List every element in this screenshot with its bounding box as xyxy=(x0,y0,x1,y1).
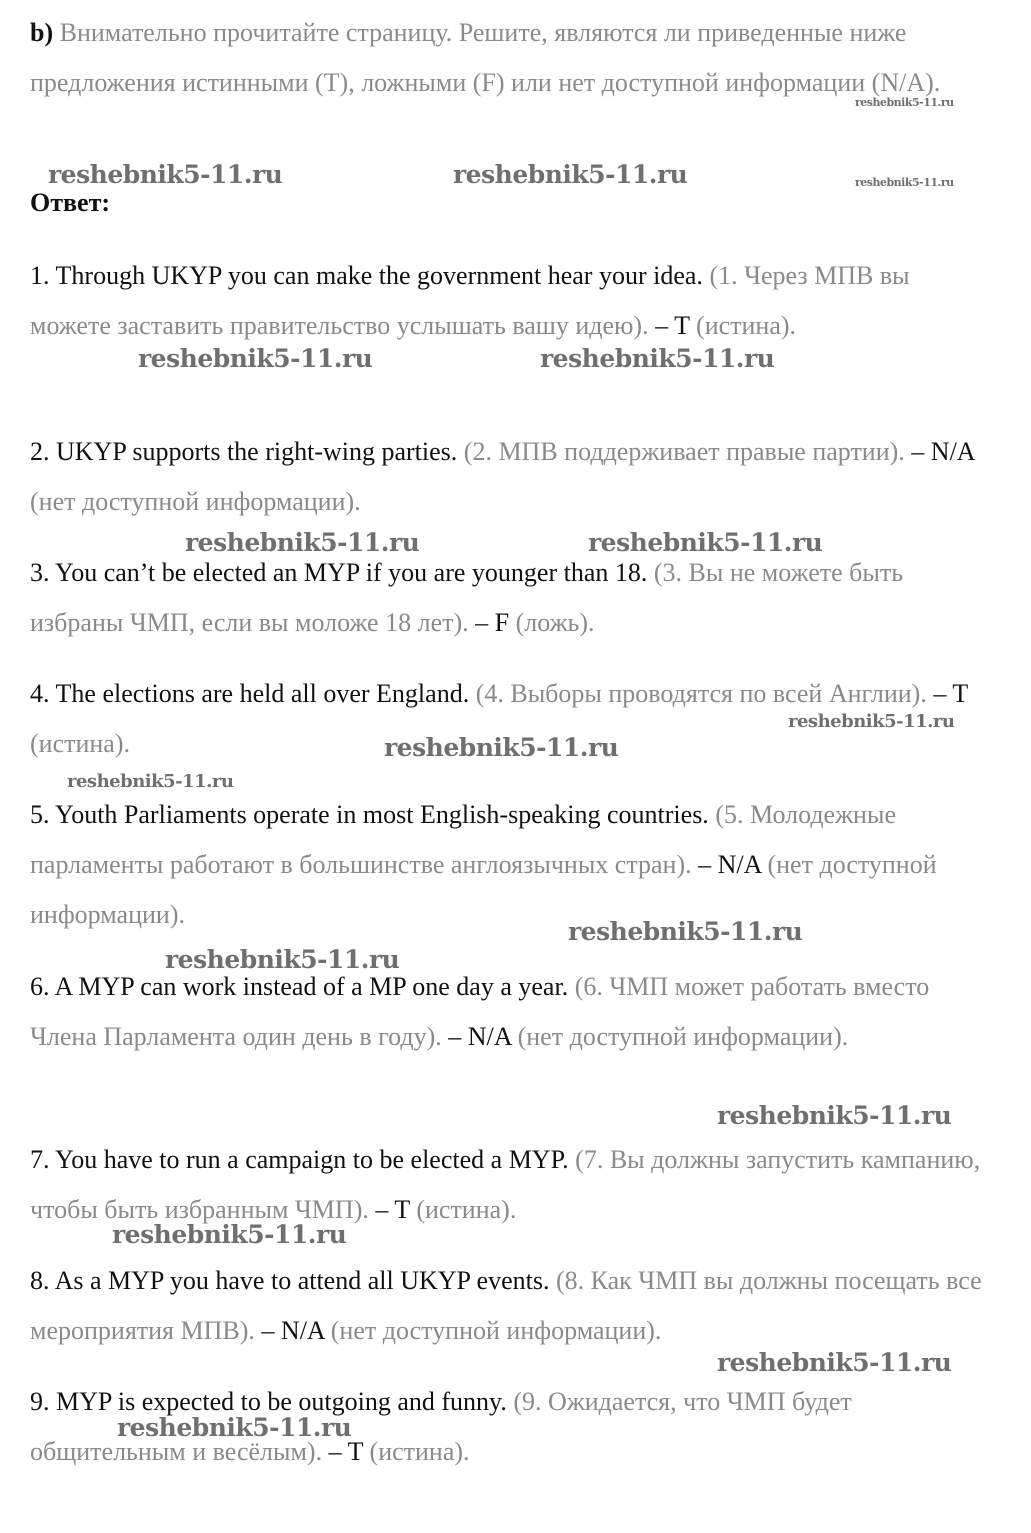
answer-item-5 xyxy=(30,790,990,940)
watermark: reshebnik5-11.ru xyxy=(67,771,234,792)
item-verdict-ru: (истина). xyxy=(696,311,797,340)
item-russian: (5. Молодежные парламенты работают в большинстве англоязычных стран). xyxy=(30,800,896,879)
task-label: b) xyxy=(30,18,54,47)
item-russian: (1. Через МПВ вы можете заставить правительство услышать вашу идею). xyxy=(30,261,910,340)
watermark: reshebnik5-11.ru xyxy=(717,1348,952,1377)
item-verdict-ru: (нет доступной информации). xyxy=(30,487,361,516)
item-verdict: – T xyxy=(328,1437,364,1466)
item-verdict-ru: (истина). xyxy=(369,1437,470,1466)
watermark: reshebnik5-11.ru xyxy=(165,945,400,974)
watermark: reshebnik5-11.ru xyxy=(112,1220,347,1249)
watermark: reshebnik5-11.ru xyxy=(453,160,688,189)
watermark: reshebnik5-11.ru xyxy=(48,160,283,189)
item-verdict: – N/A xyxy=(448,1022,512,1051)
item-english: 9. MYP is expected to be outgoing and funny. xyxy=(30,1387,507,1416)
answer-item-2 xyxy=(30,427,990,527)
watermark: reshebnik5-11.ru xyxy=(717,1101,952,1130)
item-verdict: – N/A xyxy=(261,1316,325,1345)
watermark: reshebnik5-11.ru xyxy=(588,528,823,557)
watermark: reshebnik5-11.ru xyxy=(185,528,420,557)
item-english: 3. You can’t be elected an MYP if you are younger than 18. xyxy=(30,558,648,587)
item-english: 1. Through UKYP you can make the government hear your idea. xyxy=(30,261,703,290)
item-russian: (2. МПВ поддерживает правые партии). xyxy=(463,437,905,466)
item-russian: (7. Вы должны запустить кампанию, чтобы быть избранным ЧМП). xyxy=(30,1145,981,1224)
watermark: reshebnik5-11.ru xyxy=(788,711,955,732)
item-verdict-ru: (истина). xyxy=(416,1195,517,1224)
item-verdict-ru: (истина). xyxy=(30,729,131,758)
watermark: reshebnik5-11.ru xyxy=(855,96,954,109)
answer-item-3 xyxy=(30,548,990,648)
watermark: reshebnik5-11.ru xyxy=(855,176,954,189)
item-english: 2. UKYP supports the right-wing parties. xyxy=(30,437,458,466)
item-english: 8. As a MYP you have to attend all UKYP events. xyxy=(30,1266,550,1295)
watermark: reshebnik5-11.ru xyxy=(540,344,775,373)
item-verdict: – T xyxy=(933,679,968,708)
item-verdict: – N/A xyxy=(911,437,975,466)
item-english: 6. A MYP can work instead of a MP one day a year. xyxy=(30,972,569,1001)
watermark: reshebnik5-11.ru xyxy=(384,733,619,762)
item-russian: (4. Выборы проводятся по всей Англии). xyxy=(475,679,927,708)
item-verdict: – F xyxy=(475,608,510,637)
item-english: 5. Youth Parliaments operate in most English-speaking countries. xyxy=(30,800,709,829)
item-verdict-ru: (нет доступной информации). xyxy=(517,1022,849,1051)
item-verdict: – T xyxy=(375,1195,410,1224)
item-english: 7. You have to run a campaign to be elected a MYP. xyxy=(30,1145,569,1174)
item-verdict-ru: (ложь). xyxy=(515,608,595,637)
item-russian: (3. Вы не можете быть избраны ЧМП, если вы моложе 18 лет). xyxy=(30,558,904,637)
item-english: 4. The elections are held all over England. xyxy=(30,679,470,708)
watermark: reshebnik5-11.ru xyxy=(117,1413,352,1442)
item-verdict: – N/A xyxy=(698,850,761,879)
item-russian: (6. ЧМП может работать вместо Члена Парламента один день в году). xyxy=(30,972,930,1051)
watermark: reshebnik5-11.ru xyxy=(138,344,373,373)
item-verdict-ru: (нет доступной информации). xyxy=(330,1316,662,1345)
answer-item-6 xyxy=(30,962,990,1062)
item-verdict: – T xyxy=(655,311,690,340)
answer-item-8 xyxy=(30,1256,990,1356)
task-text: Внимательно прочитайте страницу. Решите, являются ли приведенные ниже предложения истинными (T), ложными (F) или нет доступной информации (N/A). xyxy=(30,18,941,97)
item-verdict-ru: (нет доступной информации). xyxy=(30,850,937,929)
item-russian: (9. Ожидается, что ЧМП будет общительным и весёлым). xyxy=(30,1387,852,1466)
task-instructions xyxy=(30,8,990,108)
item-russian: (8. Как ЧМП вы должны посещать все мероприятия МПВ). xyxy=(30,1266,982,1345)
answer-heading: Ответ: xyxy=(30,188,111,217)
watermark: reshebnik5-11.ru xyxy=(568,917,803,946)
answer-item-1 xyxy=(30,251,990,351)
